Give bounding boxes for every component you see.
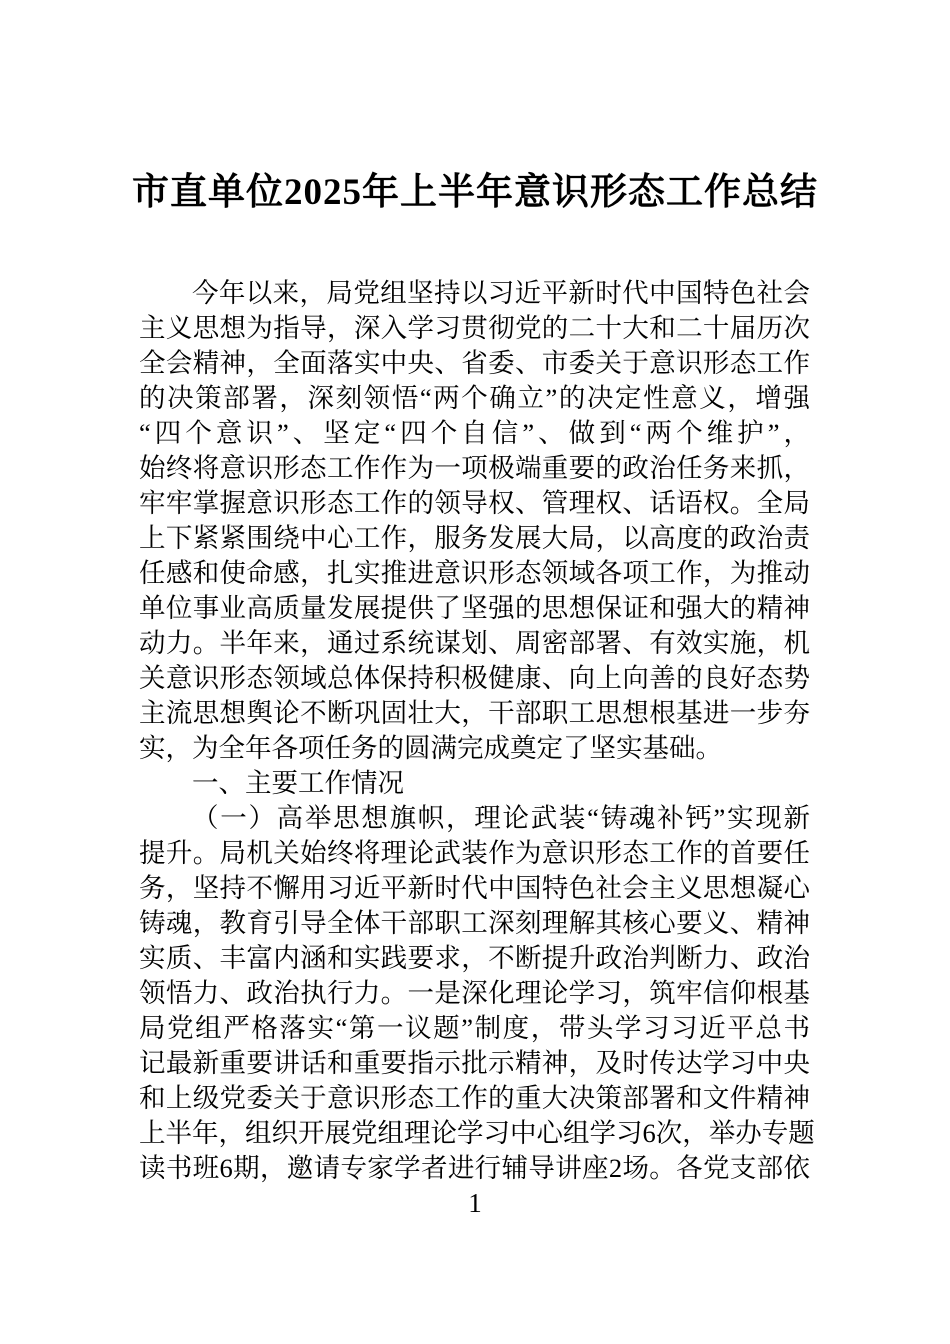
text-line: （一）高举思想旗帜，理论武装“铸魂补钙”实现新 (192, 803, 810, 833)
text-line: 始终将意识形态工作作为一项极端重要的政治任务来抓， (139, 453, 810, 483)
text-line: 上下紧紧围绕中心工作，服务发展大局，以高度的政治责 (139, 523, 810, 553)
intro-paragraph (139, 276, 810, 766)
text-line: 读书班6期，邀请专家学者进行辅导讲座2场。各党支部依 (139, 1153, 810, 1183)
text-line: “四个意识”、坚定“四个自信”、做到“两个维护”， (139, 418, 810, 448)
text-line: 动力。半年来，通过系统谋划、周密部署、有效实施，机 (139, 628, 810, 658)
text-line: 上半年，组织开展党组理论学习中心组学习6次，举办专题 (139, 1118, 815, 1148)
text-line: 关意识形态领域总体保持积极健康、向上向善的良好态势 (139, 663, 810, 693)
section-heading (139, 766, 810, 801)
text-line: 今年以来，局党组坚持以习近平新时代中国特色社会 (192, 278, 810, 308)
text-line: 提升。局机关始终将理论武装作为意识形态工作的首要任 (139, 838, 810, 868)
text-line: 领悟力、政治执行力。一是深化理论学习，筑牢信仰根基 (139, 978, 810, 1008)
text-line: 主流思想舆论不断巩固壮大，干部职工思想根基进一步夯 (139, 698, 810, 728)
text-line: 务，坚持不懈用习近平新时代中国特色社会主义思想凝心 (139, 873, 810, 903)
text-line: 记最新重要讲话和重要指示批示精神，及时传达学习中央 (139, 1048, 810, 1078)
text-line: 的决策部署，深刻领悟“两个确立”的决定性意义，增强 (139, 383, 810, 413)
subsection-paragraph (139, 801, 815, 1186)
page-number: 1 (468, 1188, 482, 1218)
text-line: 实，为全年各项任务的圆满完成奠定了坚实基础。 (139, 733, 722, 763)
text-line: 一、主要工作情况 (192, 768, 404, 798)
text-line: 牢牢掌握意识形态工作的领导权、管理权、话语权。全局 (139, 488, 810, 518)
text-line: 主义思想为指导，深入学习贯彻党的二十大和二十届历次 (139, 313, 810, 343)
text-line: 和上级党委关于意识形态工作的重大决策部署和文件精神 (139, 1083, 810, 1113)
text-line: 单位事业高质量发展提供了坚强的思想保证和强大的精神 (139, 593, 810, 623)
text-line: 铸魂，教育引导全体干部职工深刻理解其核心要义、精神 (139, 908, 810, 938)
text-line: 局党组严格落实“第一议题”制度，带头学习习近平总书 (139, 1013, 810, 1043)
text-line: 实质、丰富内涵和实践要求，不断提升政治判断力、政治 (139, 943, 810, 973)
document-title: 市直单位2025年上半年意识形态工作总结 (132, 172, 818, 213)
text-line: 全会精神，全面落实中央、省委、市委关于意识形态工作 (139, 348, 810, 378)
text-line: 任感和使命感，扎实推进意识形态领域各项工作，为推动 (139, 558, 810, 588)
document-body (139, 276, 815, 1186)
